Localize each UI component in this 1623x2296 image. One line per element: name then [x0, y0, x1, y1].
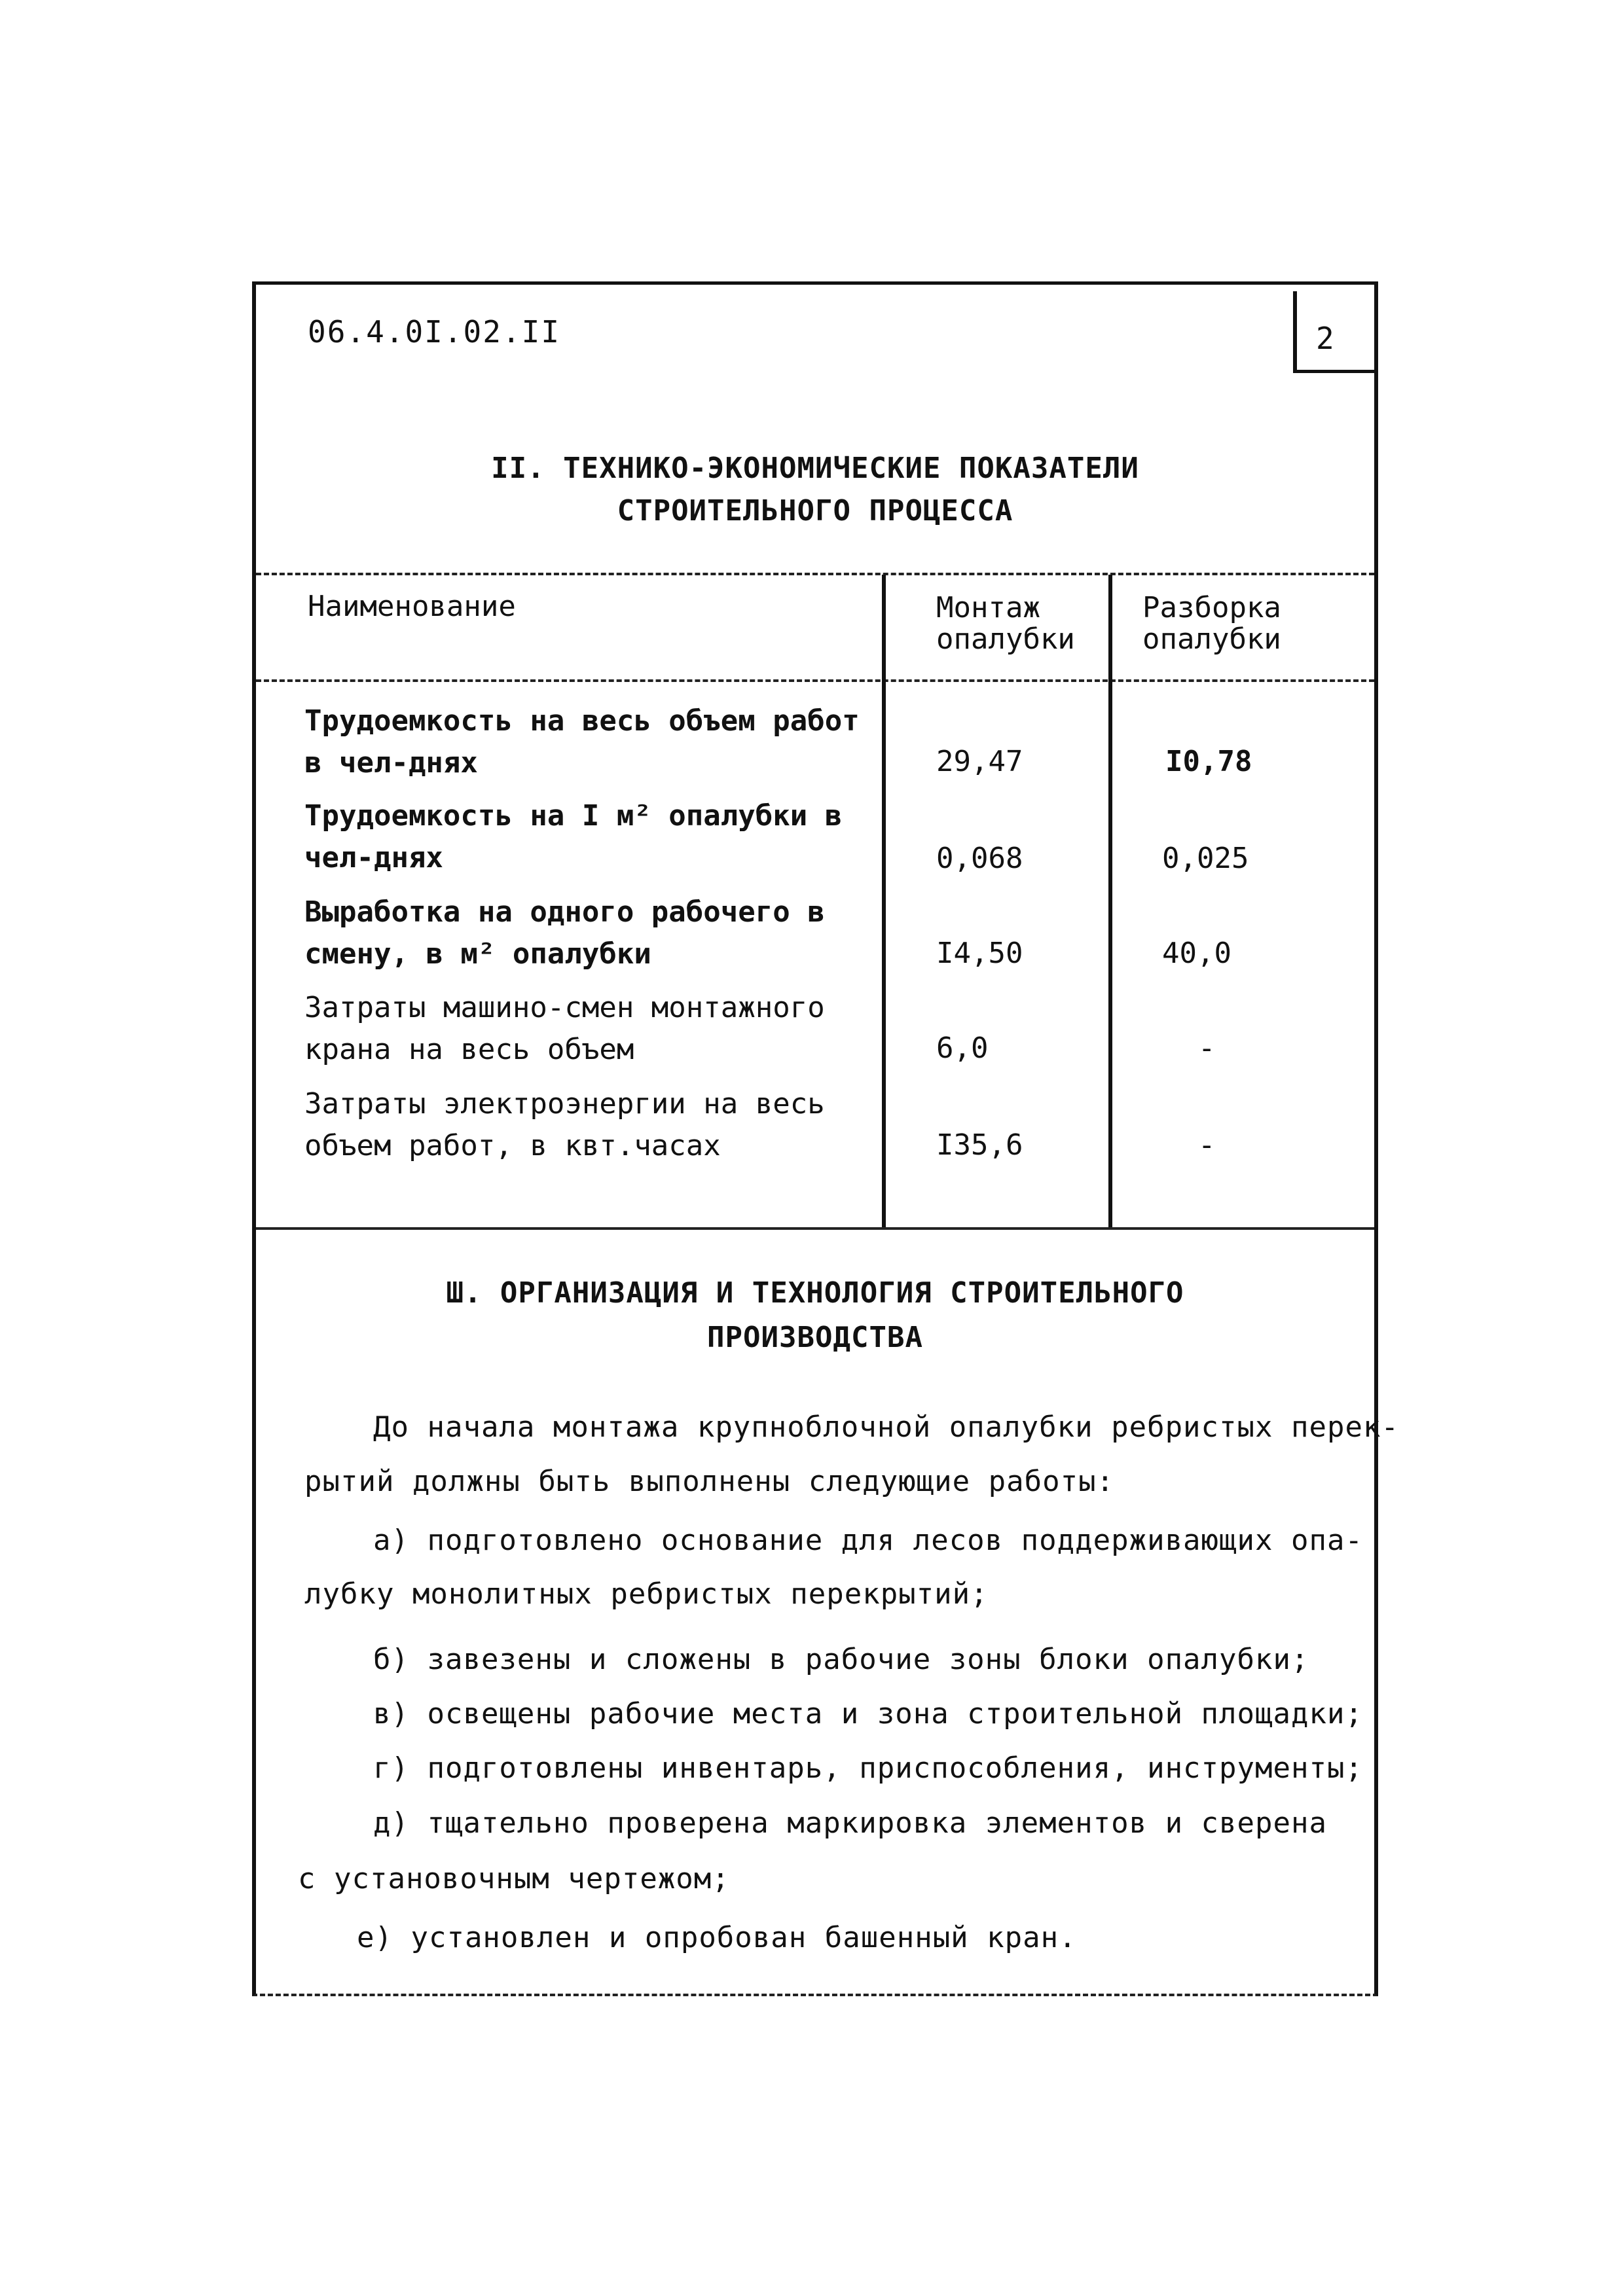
list-item: в) освещены рабочие места и зона строительной площадки;: [373, 1697, 1363, 1731]
table-cell-dismantle: -: [1198, 1031, 1216, 1065]
table-header-dismantle: Разборка опалубки: [1142, 591, 1281, 656]
paragraph-line: рытий должны быть выполнены следующие работы:: [304, 1465, 1115, 1498]
table-row-label: Затраты электроэнергии на весь объем работ, в квт.часах: [304, 1087, 825, 1162]
list-item: б) завезены и сложены в рабочие зоны блоки опалубки;: [373, 1643, 1309, 1676]
table-row-label: Трудоемкость на I м² опалубки в чел-днях: [304, 799, 843, 874]
page-number: 2: [1316, 321, 1334, 356]
document-code: 06.4.0I.02.II: [308, 314, 561, 350]
section-2-subtitle: СТРОИТЕЛЬНОГО ПРОЦЕССА: [617, 494, 1013, 528]
list-item: г) подготовлены инвентарь, приспособления, инструменты;: [373, 1751, 1363, 1785]
table-column-divider: [1108, 575, 1112, 1227]
table-header-name: Наименование: [308, 590, 516, 623]
table-cell-dismantle: 0,025: [1162, 842, 1249, 875]
table-bottom-rule: [256, 1227, 1374, 1230]
table-cell-mount: I35,6: [936, 1128, 1023, 1162]
list-item: е) установлен и опробован башенный кран.: [357, 1921, 1077, 1954]
table-cell-dismantle: -: [1198, 1128, 1216, 1162]
section-3-subtitle: ПРОИЗВОДСТВА: [707, 1321, 923, 1354]
paragraph-line: До начала монтажа крупноблочной опалубки ребристых перек-: [373, 1410, 1399, 1444]
section-3-title: Ш. ОРГАНИЗАЦИЯ И ТЕХНОЛОГИЯ СТРОИТЕЛЬНОГО: [446, 1276, 1184, 1310]
table-cell-mount: I4,50: [936, 937, 1023, 970]
list-item: с установочным чертежом;: [298, 1862, 730, 1895]
table-cell-mount: 29,47: [936, 745, 1023, 778]
table-top-rule: [256, 573, 1374, 575]
table-row-label: Затраты машино-смен монтажного крана на весь объем: [304, 991, 825, 1066]
table-header-mount: Монтаж опалубки: [936, 591, 1075, 656]
table-row-label: Выработка на одного рабочего в смену, в м² опалубки: [304, 895, 825, 971]
table-cell-mount: 6,0: [936, 1031, 989, 1065]
table-cell-dismantle: 40,0: [1162, 937, 1231, 970]
table-header-rule: [256, 679, 1374, 682]
list-item: д) тщательно проверена маркировка элементов и сверена: [373, 1806, 1327, 1840]
table-cell-mount: 0,068: [936, 842, 1023, 875]
list-item: лубку монолитных ребристых перекрытий;: [304, 1577, 989, 1611]
table-cell-dismantle: I0,78: [1165, 745, 1252, 778]
table-column-divider: [882, 575, 886, 1227]
table-row-label: Трудоемкость на весь объем работ в чел-днях: [304, 704, 860, 780]
section-2-title: II. ТЕХНИКО-ЭКОНОМИЧЕСКИЕ ПОКАЗАТЕЛИ: [491, 452, 1139, 485]
list-item: а) подготовлено основание для лесов поддерживающих опа-: [373, 1524, 1363, 1557]
